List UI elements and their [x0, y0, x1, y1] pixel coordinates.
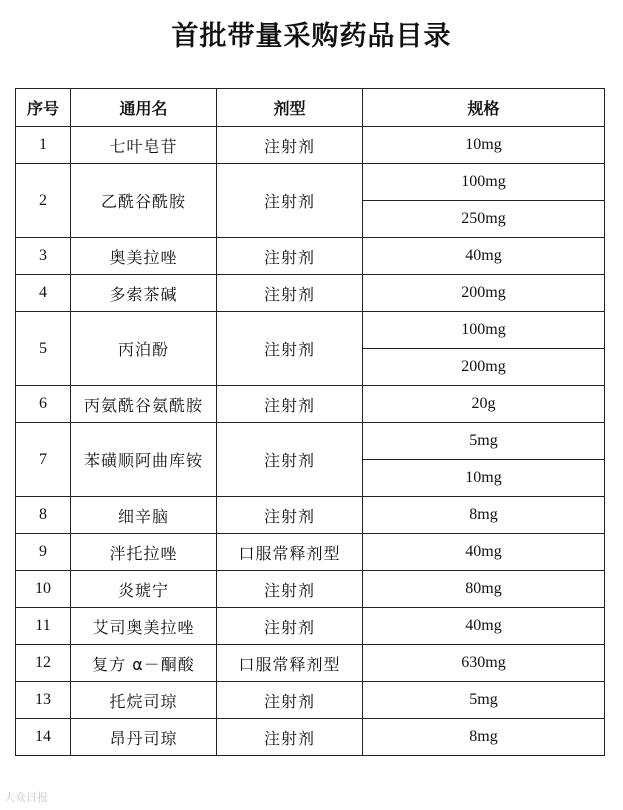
- row-number: 2: [16, 164, 71, 238]
- row-number: 14: [16, 719, 71, 756]
- generic-name: 泮托拉唑: [71, 534, 217, 571]
- row-number: 7: [16, 423, 71, 497]
- dosage-form: 注射剂: [217, 275, 363, 312]
- generic-name: 细辛脑: [71, 497, 217, 534]
- header-dosage-form: 剂型: [217, 89, 363, 127]
- generic-name: 苯磺顺阿曲库铵: [71, 423, 217, 497]
- dosage-form: 注射剂: [217, 386, 363, 423]
- generic-name: 乙酰谷酰胺: [71, 164, 217, 238]
- row-number: 5: [16, 312, 71, 386]
- dosage-form: 注射剂: [217, 127, 363, 164]
- specification: 250mg: [363, 201, 605, 238]
- dosage-form: 注射剂: [217, 608, 363, 645]
- generic-name: 复方 α－酮酸: [71, 645, 217, 682]
- dosage-form: 口服常释剂型: [217, 534, 363, 571]
- specification: 20g: [363, 386, 605, 423]
- generic-name: 炎琥宁: [71, 571, 217, 608]
- table-row: [16, 608, 605, 645]
- row-number: 4: [16, 275, 71, 312]
- table-row: [16, 719, 605, 756]
- specification: 8mg: [363, 497, 605, 534]
- specification: 200mg: [363, 349, 605, 386]
- dosage-form: 注射剂: [217, 571, 363, 608]
- drug-catalog-table: [15, 88, 605, 756]
- table-row: [16, 497, 605, 534]
- table-row: [16, 534, 605, 571]
- row-number: 6: [16, 386, 71, 423]
- header-generic-name: 通用名: [71, 89, 217, 127]
- generic-name: 昂丹司琼: [71, 719, 217, 756]
- specification: 100mg: [363, 164, 605, 201]
- dosage-form: 注射剂: [217, 719, 363, 756]
- table-row: [16, 312, 605, 349]
- specification: 80mg: [363, 571, 605, 608]
- table-row: [16, 682, 605, 719]
- specification: 40mg: [363, 238, 605, 275]
- document-title: 首批带量采购药品目录: [171, 21, 452, 52]
- table-row: [16, 127, 605, 164]
- specification: 10mg: [363, 460, 605, 497]
- row-number: 8: [16, 497, 71, 534]
- table-row: [16, 386, 605, 423]
- table-row: [16, 571, 605, 608]
- watermark: 大众日报: [4, 791, 48, 804]
- dosage-form: 注射剂: [217, 238, 363, 275]
- dosage-form: 注射剂: [217, 312, 363, 386]
- header-specification: 规格: [363, 89, 605, 127]
- generic-name: 托烷司琼: [71, 682, 217, 719]
- row-number: 1: [16, 127, 71, 164]
- row-number: 11: [16, 608, 71, 645]
- specification: 40mg: [363, 534, 605, 571]
- generic-name: 奥美拉唑: [71, 238, 217, 275]
- specification: 200mg: [363, 275, 605, 312]
- generic-name: 艾司奥美拉唑: [71, 608, 217, 645]
- table-row: [16, 275, 605, 312]
- dosage-form: 注射剂: [217, 682, 363, 719]
- table-row: [16, 238, 605, 275]
- row-number: 13: [16, 682, 71, 719]
- dosage-form: 注射剂: [217, 497, 363, 534]
- table-header-row: [16, 89, 605, 127]
- dosage-form: 口服常释剂型: [217, 645, 363, 682]
- generic-name: 七叶皂苷: [71, 127, 217, 164]
- generic-name: 丙泊酚: [71, 312, 217, 386]
- dosage-form: 注射剂: [217, 423, 363, 497]
- specification: 100mg: [363, 312, 605, 349]
- specification: 40mg: [363, 608, 605, 645]
- dosage-form: 注射剂: [217, 164, 363, 238]
- specification: 630mg: [363, 645, 605, 682]
- specification: 5mg: [363, 423, 605, 460]
- row-number: 3: [16, 238, 71, 275]
- generic-name: 多索茶碱: [71, 275, 217, 312]
- table-row: [16, 423, 605, 460]
- generic-name: 丙氨酰谷氨酰胺: [71, 386, 217, 423]
- table-row: [16, 164, 605, 201]
- row-number: 9: [16, 534, 71, 571]
- specification: 5mg: [363, 682, 605, 719]
- header-number: 序号: [16, 89, 71, 127]
- row-number: 12: [16, 645, 71, 682]
- specification: 10mg: [363, 127, 605, 164]
- row-number: 10: [16, 571, 71, 608]
- table-row: [16, 645, 605, 682]
- specification: 8mg: [363, 719, 605, 756]
